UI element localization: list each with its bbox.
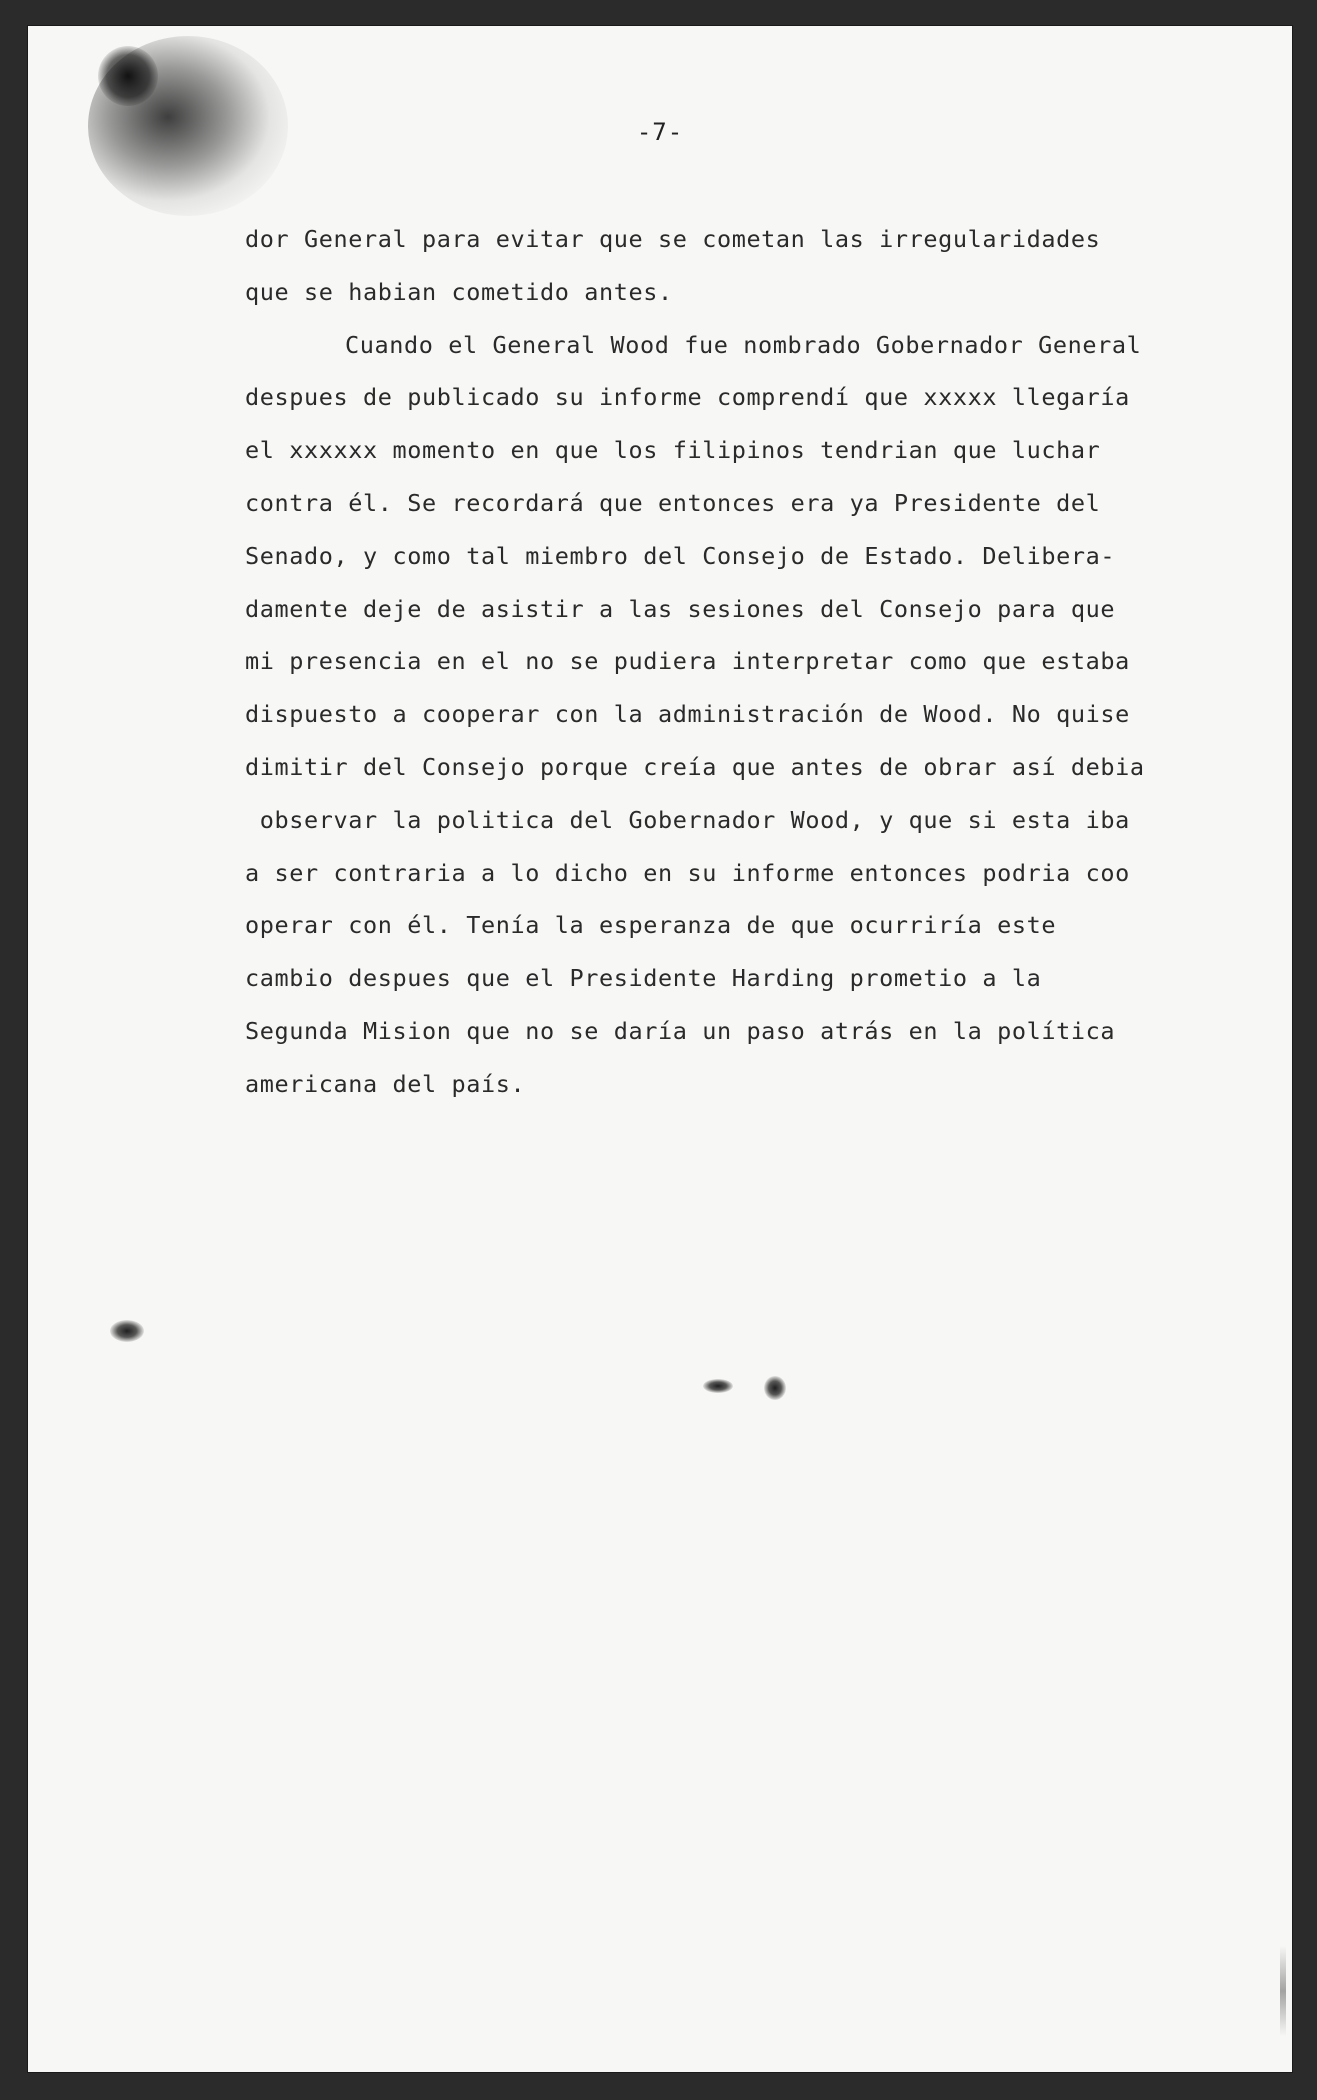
text-line: despues de publicado su informe comprendí que xxxxx llegaría — [245, 383, 1130, 412]
text-line: americana del país. — [245, 1069, 526, 1098]
text-line: dor General para evitar que se cometan las irregularidades — [245, 225, 1101, 253]
text-line: que se habian cometido antes. — [245, 277, 673, 306]
ink-spot — [703, 1379, 733, 1393]
document-page — [28, 26, 1292, 2072]
text-line: damente deje de asistir a las sesiones del Consejo para que — [245, 594, 1116, 623]
text-line: observar la politica del Gobernador Wood, y que si esta iba — [245, 805, 1130, 834]
ink-spot — [764, 1376, 786, 1400]
text-line: contra él. Se recordará que entonces era ya Presidente del — [245, 488, 1101, 517]
text-line: a ser contraria a lo dicho en su informe entonces podria coo — [245, 858, 1130, 887]
text-line: cambio despues que el Presidente Harding prometio a la — [245, 964, 1042, 993]
page-number: -7- — [636, 118, 684, 146]
document-body — [245, 213, 1245, 1111]
text-line: dimitir del Consejo porque creía que antes de obrar así debia — [245, 752, 1145, 781]
text-line: Cuando el General Wood fue nombrado Gobernador General — [345, 330, 1142, 359]
ink-spot — [110, 1320, 144, 1342]
text-line: el xxxxxx momento en que los filipinos tendrian que luchar — [245, 436, 1101, 465]
ink-blot — [98, 46, 158, 106]
text-line: mi presencia en el no se pudiera interpretar como que estaba — [245, 647, 1130, 676]
text-line: Segunda Mision que no se daría un paso atrás en la política — [245, 1016, 1116, 1045]
text-line: operar con él. Tenía la esperanza de que ocurriría este — [245, 911, 1057, 940]
edge-mark — [1280, 1946, 1286, 2036]
text-line: dispuesto a cooperar con la administración de Wood. No quise — [245, 700, 1130, 729]
text-line: Senado, y como tal miembro del Consejo de Estado. Delibera- — [245, 541, 1116, 570]
